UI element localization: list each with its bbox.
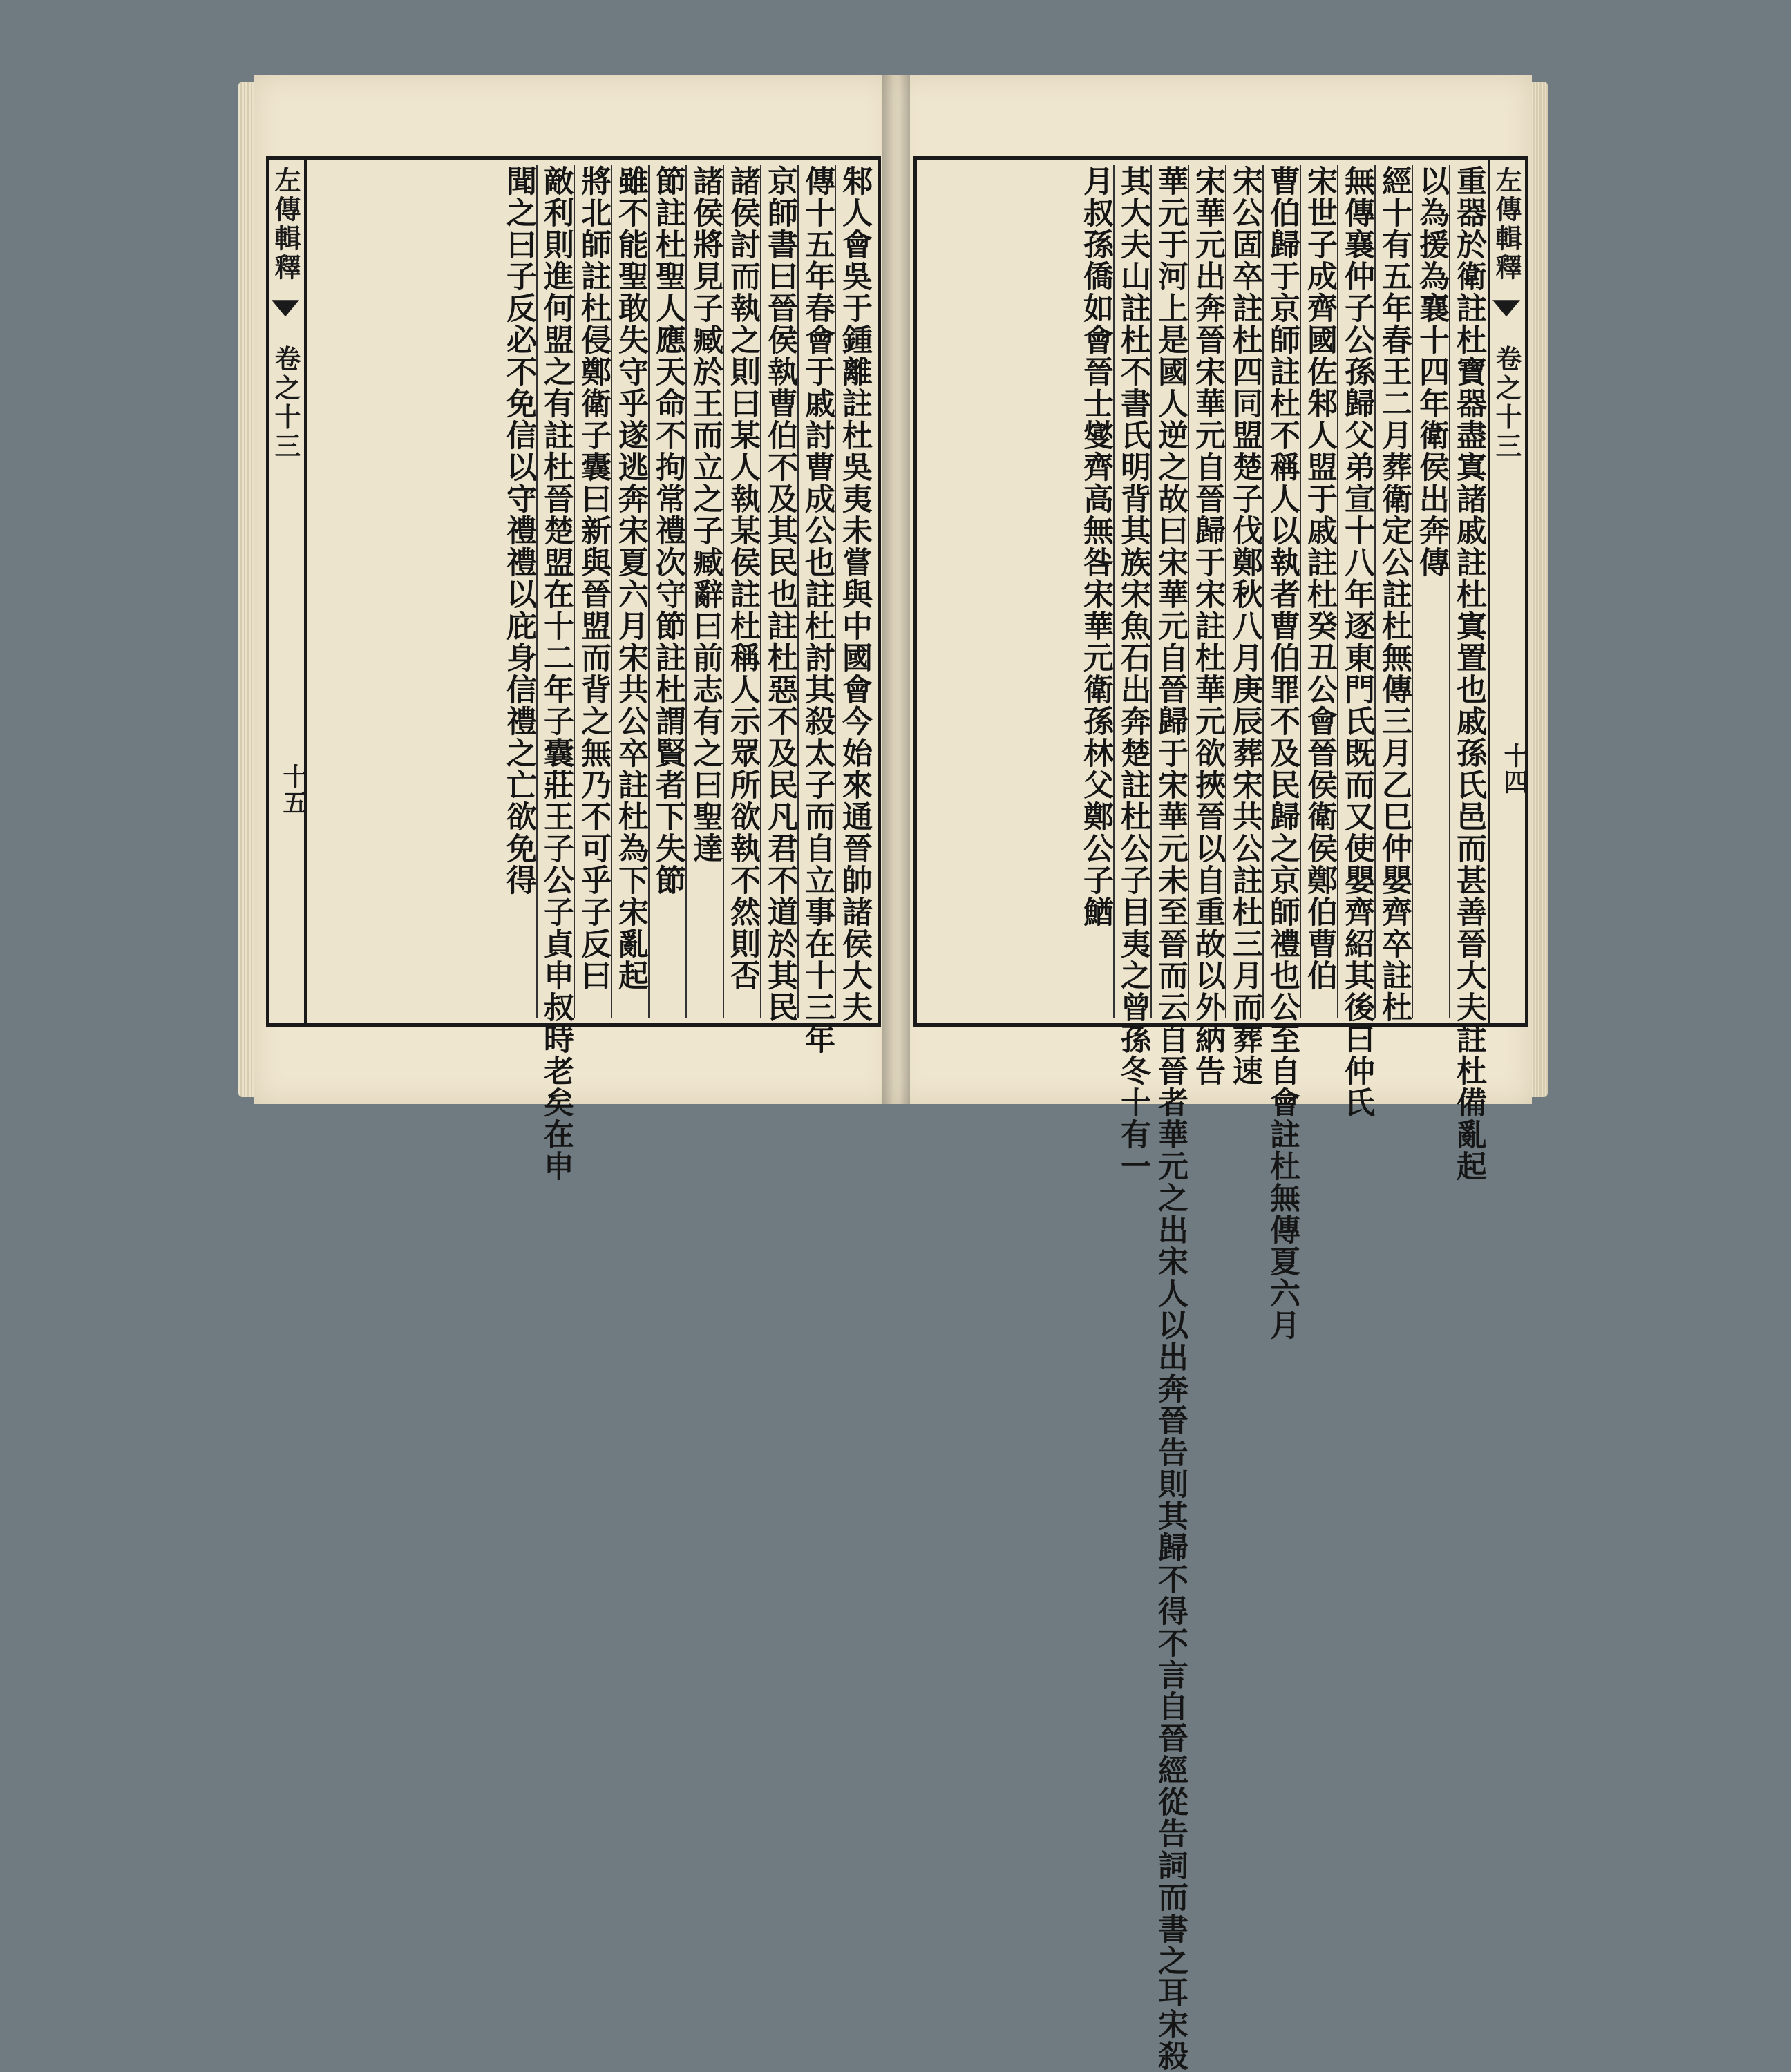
book-title: 左傳輯釋 [1491, 167, 1522, 283]
left-text-frame [266, 156, 881, 1182]
text-column: 以為援為襄十四年衛侯出奔傳 [1412, 165, 1449, 1018]
text-column: 諸侯討而執之則曰某人執某侯註杜稱人示眾所欲執不然則否 [723, 165, 760, 1018]
text-column: 宋公固卒註杜四同盟楚子伐鄭秋八月庚辰葬宋共公註杜三月而葬速 [1225, 165, 1262, 1018]
text-column: 經十有五年春王二月葬衛定公註杜無傳三月乙巳仲嬰齊卒註杜 [1374, 165, 1412, 1018]
volume-label: 卷之十三 [1491, 345, 1522, 462]
text-column: 京師書曰晉侯執曹伯不及其民也註杜惡不及民凡君不道於其民 [760, 165, 797, 1018]
text-column: 諸侯將見子臧於王而立之子臧辭曰前志有之曰聖達 [685, 165, 723, 1018]
book-gutter [882, 75, 910, 1104]
right-text-columns [922, 165, 1486, 2072]
right-page-margin [1488, 160, 1529, 1023]
right-text-frame [913, 156, 1529, 2072]
text-column: 其大夫山註杜不書氏明背其族宋魚石出奔楚註杜公子目夷之曾孫冬十有一 [1113, 165, 1150, 1018]
text-column: 將北師註杜侵鄭衛子囊曰新與晉盟而背之無乃不可乎子反曰 [574, 165, 611, 1018]
text-column: 雖不能聖敢失守乎遂逃奔宋夏六月宋共公卒註杜為下宋亂起 [611, 165, 648, 1018]
right-page [893, 75, 1532, 2072]
text-column: 曹伯歸于京師註杜不稱人以執者曹伯罪不及民歸之京師禮也公至自會註杜無傳夏六月 [1262, 165, 1300, 1018]
text-column: 無傳襄仲子公孫歸父弟宣十八年逐東門氏既而又使嬰齊紹其後曰仲氏 [1337, 165, 1374, 1018]
text-column: 邾人會吳于鍾離註杜吳夷未嘗與中國會今始來通晉帥諸侯大夫 [835, 165, 872, 1018]
fishtail-mark [272, 300, 299, 327]
folio-number: 十五 [279, 763, 308, 816]
volume-label: 卷之十三 [270, 345, 301, 462]
text-column: 重器於衛註杜寶器盡寘諸戚註杜寘置也戚孫氏邑而甚善晉大夫註杜備亂起 [1449, 165, 1486, 1018]
text-column: 華元于河上是國人逆之故曰宋華元自晉歸于宋華元未至晉而云自晉者華元之出宋人以出奔晉告則其歸不得不言自晉經從告詞而書之耳宋殺 [1150, 165, 1188, 1018]
folio-number: 十四 [1500, 743, 1529, 795]
open-book [238, 75, 1548, 2072]
text-column: 傳十五年春會于戚討曹成公也註杜討其殺太子而自立事在十三年 [797, 165, 835, 1018]
text-column: 月叔孫僑如會晉士燮齊高無咎宋華元衛孫林父鄭公子鰌 [1078, 165, 1113, 928]
text-column: 宋華元出奔晉宋華元自晉歸于宋註杜華元欲挾晉以自重故以外納告 [1188, 165, 1225, 1018]
text-column: 聞之曰子反必不免信以守禮禮以庇身信禮之亡欲免得 [501, 165, 536, 896]
fishtail-mark [1492, 300, 1520, 327]
text-column: 節註杜聖人應天命不拘常禮次守節註杜謂賢者下失節 [648, 165, 685, 1018]
left-text-columns [308, 165, 872, 1182]
book-title: 左傳輯釋 [270, 167, 301, 283]
text-column: 宋世子成齊國佐邾人盟于戚註杜癸丑公會晉侯衛侯鄭伯曹伯 [1300, 165, 1337, 1018]
left-page [254, 75, 893, 1182]
left-page-margin [269, 160, 307, 1023]
text-column: 敵利則進何盟之有註杜晉楚盟在十二年子囊莊王子公子貞申叔時老矣在申 [536, 165, 574, 1018]
